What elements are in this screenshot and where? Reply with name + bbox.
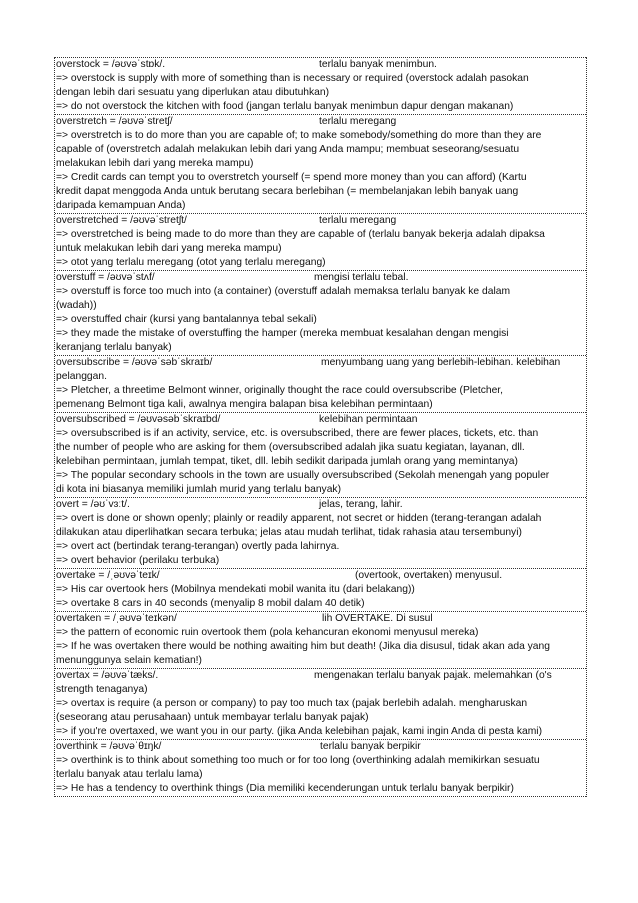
headword: overstretch = /əʊvəˈstretʃ/ (56, 116, 173, 127)
dictionary-entry (55, 213, 586, 270)
entry-text-line: => otot yang terlalu meregang (otot yang terlalu meregang) (56, 257, 326, 268)
headword: overtake = /ˌəʊvəˈteɪk/ (56, 570, 160, 581)
translation: terlalu banyak berpikir (320, 741, 421, 752)
dictionary-entry (55, 568, 586, 611)
entry-headword-line (55, 271, 586, 285)
entry-text-line: => The popular secondary schools in the town are usually oversubscribed (Sekolah menengah yang populer (56, 470, 550, 481)
entry-text-line: untuk melakukan lebih dari yang mereka mampu) (56, 243, 282, 254)
entry-text-line: => overthink is to think about something too much or for too long (overthinking adalah memikirkan sesuatu (56, 755, 540, 766)
headword: overt = /əʊˈvɜːt/. (56, 499, 130, 510)
entry-text-line: menunggunya selain kematian!) (56, 655, 202, 666)
entry-text-line: => He has a tendency to overthink things (Dia memiliki kecenderungan untuk terlalu banyak berpikir) (56, 783, 514, 794)
entry-text-line: terlalu banyak atau terlalu lama) (56, 769, 203, 780)
headword: oversubscribed = /əʊvəsəbˈskraɪbd/ (56, 414, 221, 425)
entry-text-line: di kota ini biasanya memiliki jumlah murid yang terlalu banyak) (56, 484, 342, 495)
entry-text-line: => overt act (bertindak terang-terangan) overtly pada lahirnya. (56, 541, 340, 552)
translation: terlalu meregang (319, 215, 397, 226)
entry-headword-line (55, 58, 586, 72)
translation: terlalu banyak menimbun. (319, 59, 437, 70)
entry-text-line: => His car overtook hers (Mobilnya mendekati mobil wanita itu (dari belakang)) (56, 584, 415, 595)
dictionary-entry (55, 611, 586, 668)
entry-headword-line (55, 413, 586, 427)
entry-text-line: keranjang terlalu banyak) (56, 342, 172, 353)
entry-text-line: => do not overstock the kitchen with food (jangan terlalu banyak menimbun dapur dengan makanan) (56, 101, 514, 112)
entry-text-line: the number of people who are asking for them (oversubscribed adalah jika suatu kegiatan, layanan, dll. (56, 442, 525, 453)
translation: menyumbang uang yang berlebih-lebihan. kelebihan (321, 357, 561, 368)
entry-text-line: (seseorang atau perusahaan) untuk membayar terlalu banyak pajak) (56, 712, 369, 723)
entry-headword-line (55, 115, 586, 129)
translation: mengenakan terlalu banyak pajak. melemahkan (o's (314, 670, 552, 681)
translation: (overtook, overtaken) menyusul. (355, 570, 503, 581)
entry-text-line: => the pattern of economic ruin overtook them (pola kehancuran ekonomi menyusul mereka) (56, 627, 479, 638)
entry-text-line: (wadah)) (56, 300, 97, 311)
headword: overtax = /əʊvəˈtæks/. (56, 670, 159, 681)
dictionary-entry (55, 114, 586, 213)
entry-text-line: => If he was overtaken there would be nothing awaiting him but death! (Jika dia disusul, tidak akan ada yang (56, 641, 550, 652)
dictionary-entry (55, 497, 586, 568)
translation: mengisi terlalu tebal. (314, 272, 409, 283)
translation: terlalu meregang (319, 116, 397, 127)
dictionary-entry (55, 739, 586, 797)
dictionary-entry (55, 270, 586, 355)
entry-text-line: pelanggan. (56, 371, 107, 382)
translation: jelas, terang, lahir. (319, 499, 403, 510)
entry-text-line: => overstretch is to do more than you are capable of; to make somebody/something do more than they are (56, 130, 542, 141)
translation: lih OVERTAKE. Di susul (322, 613, 433, 624)
entry-text-line: pemenang Belmont tiga kali, awalnya mengira balapan bisa kelebihan permintaan) (56, 399, 433, 410)
entry-text-line: => Credit cards can tempt you to overstretch yourself (= spend more money than you can afford) (Kartu (56, 172, 527, 183)
entry-text-line: => overstock is supply with more of something than is necessary or required (overstock adalah pasokan (56, 73, 529, 84)
entry-text-line: capable of (overstretch adalah melakukan lebih dari yang Anda mampu; membuat seseorang/sesuatu (56, 144, 520, 155)
entry-text-line: strength tenaganya) (56, 684, 148, 695)
headword: overstretched = /əʊvəˈstretʃt/ (56, 215, 187, 226)
entry-text-line: => if you're overtaxed, we want you in our party. (jika Anda kelebihan pajak, kami ingin Anda di pesta kami) (56, 726, 542, 737)
entry-headword-line (55, 740, 586, 754)
entry-text-line: daripada kemampuan Anda) (56, 200, 186, 211)
entry-text-line: => overtax is require (a person or company) to pay too much tax (pajak berlebih adalah. mengharuskan (56, 698, 528, 709)
entry-text-line: kelebihan permintaan, jumlah tempat, tiket, dll. lebih sedikit daripada jumlah orang yang memintanya) (56, 456, 518, 467)
dictionary-entry (55, 355, 586, 412)
entry-headword-line (55, 569, 586, 583)
entry-text-line: => overstretched is being made to do more than they are capable of (terlalu banyak bekerja adalah dipaksa (56, 229, 545, 240)
entry-text-line: => oversubscribed is if an activity, service, etc. is oversubscribed, there are fewer places, tickets, etc. than (56, 428, 539, 439)
entry-headword-line (55, 498, 586, 512)
entry-text-line: => overstuffed chair (kursi yang bantalannya tebal sekali) (56, 314, 317, 325)
dictionary-entry (55, 57, 586, 114)
headword: overtaken = /ˌəʊvəˈteɪkən/ (56, 613, 177, 624)
entry-text-line: => overt is done or shown openly; plainly or readily apparent, not secret or hidden (terang-terangan adalah (56, 513, 542, 524)
translation: kelebihan permintaan (319, 414, 418, 425)
dictionary-entry (55, 412, 586, 497)
dictionary-entry (55, 668, 586, 739)
entry-text-line: => they made the mistake of overstuffing the hamper (mereka membuat kesalahan dengan mengisi (56, 328, 509, 339)
entry-headword-line (55, 356, 586, 370)
entry-headword-line (55, 214, 586, 228)
headword: oversubscribe = /əʊvəˈsəbˈskraɪb/ (56, 357, 213, 368)
entry-text-line: => overstuff is force too much into (a container) (overstuff adalah memaksa terlalu banyak ke dalam (56, 286, 511, 297)
headword: overstock = /əʊvəˈstɒk/. (56, 59, 166, 70)
entry-text-line: dilakukan atau diperlihatkan secara terbuka; jelas atau mudah terlihat, tidak rahasia atau tersembunyi) (56, 527, 522, 538)
entry-headword-line (55, 669, 586, 683)
entry-text-line: => overtake 8 cars in 40 seconds (menyalip 8 mobil dalam 40 detik) (56, 598, 365, 609)
entry-text-line: kredit dapat menggoda Anda untuk berutang secara berlebihan (= membelanjakan lebih banyak uang (56, 186, 519, 197)
entry-headword-line (55, 612, 586, 626)
entry-text-line: => Pletcher, a threetime Belmont winner, originally thought the race could oversubscribe (Pletcher, (56, 385, 504, 396)
entry-text-line: => overt behavior (perilaku terbuka) (56, 555, 220, 566)
headword: overstuff = /əʊvəˈstʌf/ (56, 272, 155, 283)
headword: overthink = /əʊvəˈθɪŋk/ (56, 741, 162, 752)
dictionary-document (54, 57, 587, 797)
entry-text-line: melakukan lebih dari yang mereka mampu) (56, 158, 254, 169)
entry-text-line: dengan lebih dari sesuatu yang diperlukan atau dibutuhkan) (56, 87, 330, 98)
